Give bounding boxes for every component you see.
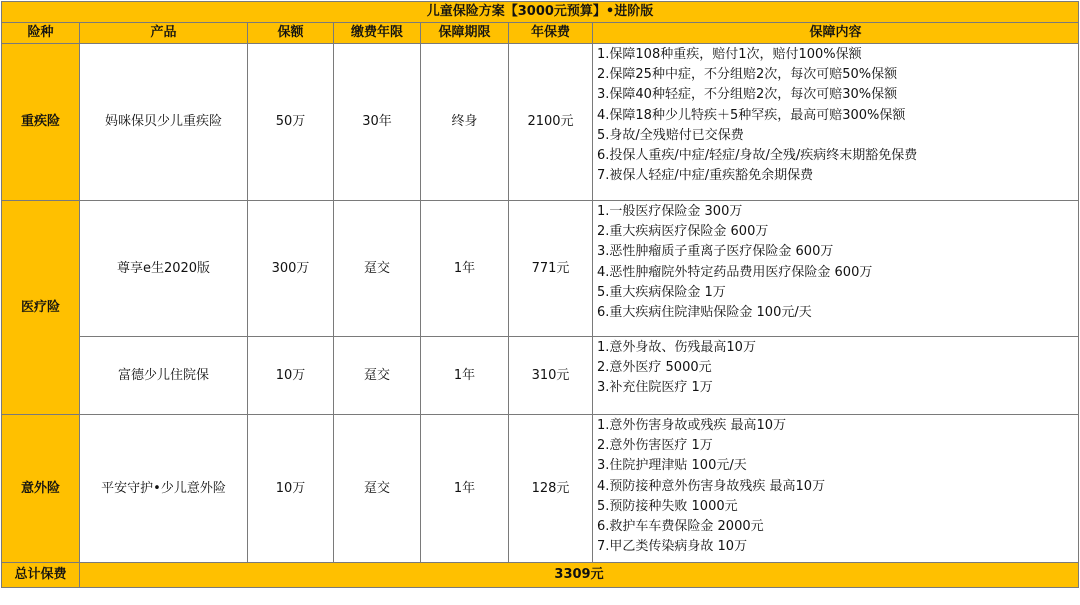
coverage-item: 6.救护车车费保险金 2000元	[597, 519, 764, 535]
header-payment-term: 缴费年限	[334, 23, 421, 44]
product-amount: 10万	[248, 415, 334, 563]
coverage-item: 4.保障18种少儿特疾＋5种罕疾，最高可赔300%保额	[597, 107, 906, 123]
header-premium: 年保费	[509, 23, 593, 44]
header-row	[2, 23, 1079, 44]
coverage-item: 5.重大疾病保险金 1万	[597, 284, 726, 300]
coverage-item: 5.身故/全残赔付已交保费	[597, 127, 744, 143]
product-payment-term: 30年	[334, 44, 421, 201]
product-name: 平安守护•少儿意外险	[80, 415, 248, 563]
category-critical-illness: 重疾险	[2, 44, 80, 201]
total-value: 3309元	[80, 563, 1079, 588]
product-name: 尊享e生2020版	[80, 201, 248, 337]
product-payment-term: 趸交	[334, 337, 421, 415]
total-label: 总计保费	[2, 563, 80, 588]
coverage-item: 7.被保人轻症/中症/重疾豁免余期保费	[597, 168, 814, 184]
coverage-list	[593, 201, 1079, 337]
coverage-item: 5.预防接种失败 1000元	[597, 498, 738, 514]
table-title: 儿童保险方案【3000元预算】•进阶版	[2, 2, 1079, 23]
table-row	[2, 337, 1079, 415]
coverage-item: 2.意外伤害医疗 1万	[597, 438, 713, 454]
header-category: 险种	[2, 23, 80, 44]
coverage-item: 1.保障108种重疾，赔付1次，赔付100%保额	[597, 47, 862, 62]
total-row	[2, 563, 1079, 588]
coverage-item: 1.意外伤害身故或残疾 最高10万	[597, 418, 787, 433]
product-premium: 2100元	[509, 44, 593, 201]
coverage-item: 4.预防接种意外伤害身故残疾 最高10万	[597, 478, 826, 494]
table-row	[2, 201, 1079, 337]
category-medical: 医疗险	[2, 201, 80, 415]
product-coverage-term: 1年	[421, 415, 509, 563]
coverage-item: 6.投保人重疾/中症/轻症/身故/全残/疾病终末期豁免保费	[597, 148, 918, 164]
coverage-list	[593, 415, 1079, 563]
coverage-item: 4.恶性肿瘤院外特定药品费用医疗保险金 600万	[597, 264, 873, 280]
coverage-list	[593, 337, 1079, 415]
coverage-item: 2.重大疾病医疗保险金 600万	[597, 224, 769, 240]
category-accident: 意外险	[2, 415, 80, 563]
coverage-item: 3.补充住院医疗 1万	[597, 380, 713, 396]
coverage-item: 3.恶性肿瘤质子重离子医疗保险金 600万	[597, 244, 834, 260]
table-row	[2, 44, 1079, 201]
product-payment-term: 趸交	[334, 415, 421, 563]
product-premium: 771元	[509, 201, 593, 337]
product-name: 妈咪保贝少儿重疾险	[80, 44, 248, 201]
product-amount: 50万	[248, 44, 334, 201]
insurance-plan-table	[1, 1, 1079, 588]
coverage-item: 3.保障40种轻症，不分组赔2次，每次可赔30%保额	[597, 87, 898, 103]
header-coverage-term: 保障期限	[421, 23, 509, 44]
coverage-item: 1.意外身故、伤残最高10万	[597, 340, 756, 355]
coverage-list	[593, 44, 1079, 201]
product-amount: 10万	[248, 337, 334, 415]
coverage-item: 3.住院护理津贴 100元/天	[597, 458, 747, 474]
coverage-item: 7.甲乙类传染病身故 10万	[597, 539, 748, 555]
product-coverage-term: 终身	[421, 44, 509, 201]
product-premium: 128元	[509, 415, 593, 563]
header-coverage: 保障内容	[593, 23, 1079, 44]
coverage-item: 2.意外医疗 5000元	[597, 360, 712, 376]
table-row	[2, 415, 1079, 563]
coverage-item: 1.一般医疗保险金 300万	[597, 204, 743, 219]
coverage-item: 6.重大疾病住院津贴保险金 100元/天	[597, 305, 812, 321]
product-name: 富德少儿住院保	[80, 337, 248, 415]
product-coverage-term: 1年	[421, 337, 509, 415]
product-premium: 310元	[509, 337, 593, 415]
product-coverage-term: 1年	[421, 201, 509, 337]
product-amount: 300万	[248, 201, 334, 337]
product-payment-term: 趸交	[334, 201, 421, 337]
coverage-item: 2.保障25种中症，不分组赔2次，每次可赔50%保额	[597, 67, 898, 83]
header-amount: 保额	[248, 23, 334, 44]
header-product: 产品	[80, 23, 248, 44]
